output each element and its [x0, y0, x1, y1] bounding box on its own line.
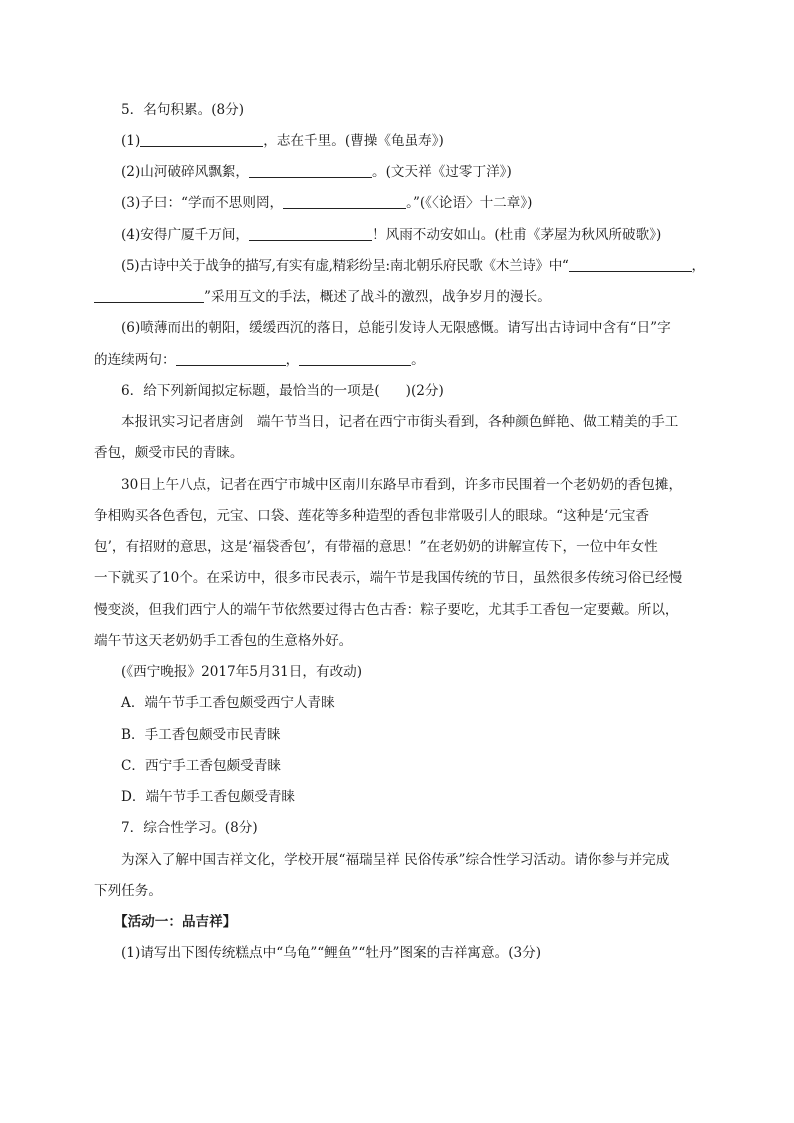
answer-blank[interactable]	[299, 351, 411, 366]
q5-item-4-suffix: ！风雨不动安如山。(杜甫《茅屋为秋风所破歌》)	[372, 227, 662, 243]
q6-option-d[interactable]: D．端午节手工香包颇受青睐	[121, 789, 296, 805]
q7-activity-heading: 【活动一：品吉祥】	[114, 914, 237, 930]
q6-option-b[interactable]: B．手工香包颇受市民青睐	[121, 727, 281, 743]
q5-item-6-end: 。	[411, 352, 425, 368]
answer-blank[interactable]	[140, 132, 263, 147]
question-5-title: 5．名句积累。(8分)	[121, 102, 245, 118]
q6-paragraph-2-line-4: 一下就买了10个。在采访中，很多市民表示，端午节是我国传统的节日，虽然很多传统习俗已经慢	[94, 570, 683, 586]
q5-item-6-prefix: 的连续两句：	[94, 352, 176, 368]
q5-item-1-suffix: ，志在千里。(曹操《龟虽寿》)	[263, 133, 444, 149]
q6-paragraph-2-line-1: 30日上午八点，记者在西宁市城中区南川东路早市看到，许多市民围着一个老奶奶的香包摊，	[121, 477, 683, 493]
q6-option-c[interactable]: C．西宁手工香包颇受青睐	[121, 758, 281, 774]
q5-item-5-line-1	[121, 256, 705, 276]
q5-item-6-line-1: (6)喷薄而出的朝阳，缓缓西沉的落日，总能引发诗人无限感慨。请写出古诗词中含有“日”字	[121, 320, 671, 336]
q7-task-1: (1)请写出下图传统糕点中“乌龟”“鲤鱼”“牡丹”图案的吉祥寓意。(3分)	[121, 945, 542, 961]
q5-item-4	[121, 225, 700, 245]
q5-item-1	[121, 131, 700, 151]
q5-item-1-prefix: (1)	[121, 133, 141, 149]
answer-blank[interactable]	[283, 194, 406, 209]
q6-paragraph-2-line-2: 争相购买各色香包，元宝、口袋、莲花等多种造型的香包非常吸引人的眼球。“这种是‘元宝香	[94, 508, 650, 524]
q6-paragraph-1-line-2: 香包，颇受市民的青睐。	[94, 445, 244, 461]
q5-item-2-prefix: (2)山河破碎风飘絮，	[121, 164, 250, 180]
q7-intro-line-2: 下列任务。	[94, 883, 162, 899]
q5-item-6-mid: ，	[285, 352, 300, 368]
answer-blank[interactable]	[249, 226, 372, 241]
question-6-title	[121, 381, 700, 401]
q6-source: (《西宁晚报》2017年5月31日，有改动)	[121, 664, 363, 680]
q6-paragraph-1-line-1: 本报讯实习记者唐剑 端午节当日，记者在西宁市街头看到，各种颜色鲜艳、做工精美的手工	[121, 414, 679, 430]
q5-item-3-prefix: (3)子曰：“学而不思则罔，	[121, 195, 284, 211]
answer-blank[interactable]	[94, 288, 204, 303]
q6-option-a[interactable]: A．端午节手工香包颇受西宁人青睐	[121, 695, 335, 711]
answer-blank[interactable]	[569, 257, 692, 272]
q6-paragraph-2-line-6: 端午节这天老奶奶手工香包的生意格外好。	[94, 633, 353, 649]
q6-title-part-a: 6．给下列新闻拟定标题，最恰当的一项是(	[121, 383, 380, 399]
answer-blank[interactable]	[176, 351, 286, 366]
q7-intro-line-1: 为深入了解中国吉祥文化，学校开展“福瑞呈祥 民俗传承”综合性学习活动。请你参与并完成	[121, 852, 670, 868]
q6-title-part-b: )(2分)	[405, 383, 444, 399]
q5-item-3	[121, 193, 700, 213]
q5-item-2	[121, 162, 700, 182]
question-7-title: 7．综合性学习。(8分)	[121, 820, 258, 836]
answer-blank[interactable]	[249, 163, 372, 178]
q5-item-5-text: (5)古诗中关于战争的描写,有实有虚,精彩纷呈:南北朝乐府民歌《木兰诗》中“	[121, 258, 569, 274]
q5-item-2-suffix: 。(文天祥《过零丁洋》)	[372, 164, 512, 180]
q5-item-4-prefix: (4)安得广厦千万间，	[121, 227, 250, 243]
q5-item-5-comma: ，	[691, 258, 705, 274]
q5-item-6-line-2	[94, 350, 700, 370]
q5-item-5-line-2	[94, 287, 700, 307]
q6-paragraph-2-line-5: 慢变淡，但我们西宁人的端午节依然要过得古色古香：粽子要吃，尤其手工香包一定要戴。所以，	[94, 602, 679, 618]
q6-paragraph-2-line-3: 包’，有招财的意思，这是‘福袋香包’，有带福的意思！”在老奶奶的讲解宣传下，一位中年女性	[94, 539, 658, 555]
q5-item-3-suffix: 。”(《〈论语〉十二章》)	[406, 195, 533, 211]
q5-item-5-suffix: ”采用互文的手法，概述了战斗的激烈，战争岁月的漫长。	[204, 289, 551, 305]
